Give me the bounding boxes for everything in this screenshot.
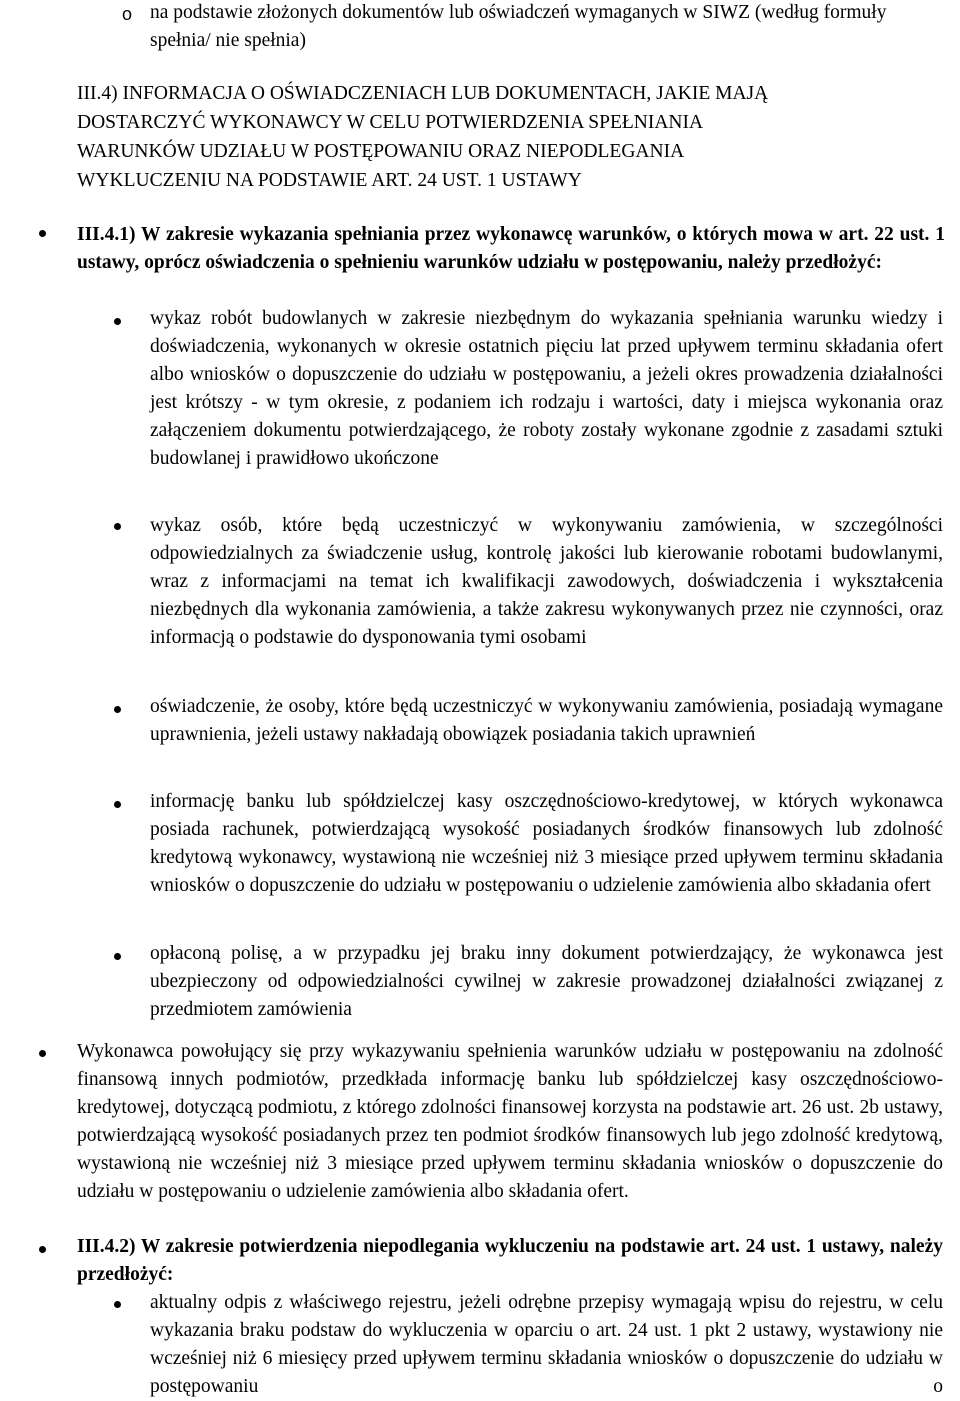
section-heading-line: WARUNKÓW UDZIAŁU W POSTĘPOWANIU ORAZ NIEPODLEGANIA [77,141,685,162]
list-item: wykaz robót budowlanych w zakresie niezbędnym do wykazania spełniania warunku wiedzy i doświadczenia, wykonanych w okresie ostatnich pięciu lat przed upływem terminu składania ofert albo wniosków o dopuszczenie do udziału w postępowaniu, a jeżeli okres prowadzenia działalności jest krótszy - w tym okresie, z podaniem ich rodzaju i wartości, daty i miejsca wykonania oraz załączeniem dokumentu potwierdzającego, że roboty zostały wykonane zgodnie z zasadami sztuki budowlanej i prawidłowo ukończone [150,308,943,469]
subsection-1-heading: III.4.1) W zakresie wykazania spełniania przez wykonawcę warunków, o których mowa w art. 22 ust. 1 ustawy, oprócz oświadczenia o spełnieniu warunków udziału w postępowaniu, należy przedłożyć: [77,224,945,273]
subsection-2-heading: III.4.2) W zakresie potwierdzenia niepodlegania wykluczeniu na podstawie art. 24 ust. 1 ustawy, należy przedłożyć: [77,1236,943,1285]
list-item: informację banku lub spółdzielczej kasy oszczędnościowo-kredytowej, w których wykonawca posiada rachunek, potwierdzającą wysokość posiadanych środków finansowych lub zdolność kredytową wykonawcy, wystawioną nie wcześniej niż 3 miesiące przed upływem terminu składania wniosków o dopuszczenie do udziału w postępowaniu o udzielenie zamówienia albo składania ofert [150,791,943,896]
note-paragraph: Wykonawca powołujący się przy wykazywaniu spełnienia warunków udziału w postępowaniu na zdolność finansową innych podmiotów, przedkłada informację banku lub spółdzielczej kasy oszczędnościowo-kredytowej, dotyczącą podmiotu, z którego zdolności finansowej korzysta na podstawie art. 26 ust. 2b ustawy, potwierdzającą wysokość posiadanych przez ten podmiot środków finansowych lub jego zdolność kredytową, wystawioną nie wcześniej niż 3 miesiące przed upływem terminu składania wniosków o dopuszczenie do udziału w postępowaniu o udzielenie zamówienia albo składania ofert. [77,1041,943,1202]
section-heading-line: DOSTARCZYĆ WYKONAWCY W CELU POTWIERDZENIA SPEŁNIANIA [77,112,704,133]
list-item: aktualny odpis z właściwego rejestru, jeżeli odrębne przepisy wymagają wpisu do rejestru, w celu wykazania braku podstaw do wykluczenia w oparciu o art. 24 ust. 1 pkt 2 ustawy, wystawiony nie wcześniej niż 6 miesięcy przed upływem terminu składania wniosków o dopuszczenie do udziału w postępowaniu o [150,1292,943,1397]
section-heading [77,79,937,195]
bullet-icon [114,706,121,713]
section-heading-line: WYKLUCZENIU NA PODSTAWIE ART. 24 UST. 1 USTAWY [77,170,582,191]
list-item: wykaz osób, które będą uczestniczyć w wykonywaniu zamówienia, w szczególności odpowiedzialnych za świadczenie usług, kontrolę jakości lub kierowanie robotami budowlanymi, wraz z informacjami na temat ich kwalifikacji zawodowych, doświadczenia i wykształcenia niezbędnych dla wykonania zamówienia, a także zakresu wykonywanych przez nie czynności, oraz informacją o podstawie do dysponowania tymi osobami [150,515,943,648]
list-item: oświadczenie, że osoby, które będą uczestniczyć w wykonywaniu zamówienia, posiadają wymagane uprawnienia, jeżeli ustawy nakładają obowiązek posiadania takich uprawnień [150,696,943,745]
bullet-icon [114,1301,121,1308]
top-list-item: na podstawie złożonych dokumentów lub oświadczeń wymaganych w SIWZ (według formuły spełnia/ nie spełnia) [150,2,887,51]
list-item: opłaconą polisę, a w przypadku jej braku inny dokument potwierdzający, że wykonawca jest ubezpieczony od odpowiedzialności cywilnej w zakresie prowadzonej działalności związanej z przedmiotem zamówienia [150,943,943,1020]
bullet-icon [39,1050,46,1057]
bullet-icon [114,953,121,960]
bullet-icon [39,230,46,237]
bullet-icon [114,318,121,325]
section-heading-line: III.4) INFORMACJA O OŚWIADCZENIACH LUB DOKUMENTACH, JAKIE MAJĄ [77,83,769,104]
bullet-icon [114,523,121,530]
bullet-icon [39,1246,46,1253]
circle-bullet-icon: o [122,4,133,24]
bullet-icon [114,801,121,808]
